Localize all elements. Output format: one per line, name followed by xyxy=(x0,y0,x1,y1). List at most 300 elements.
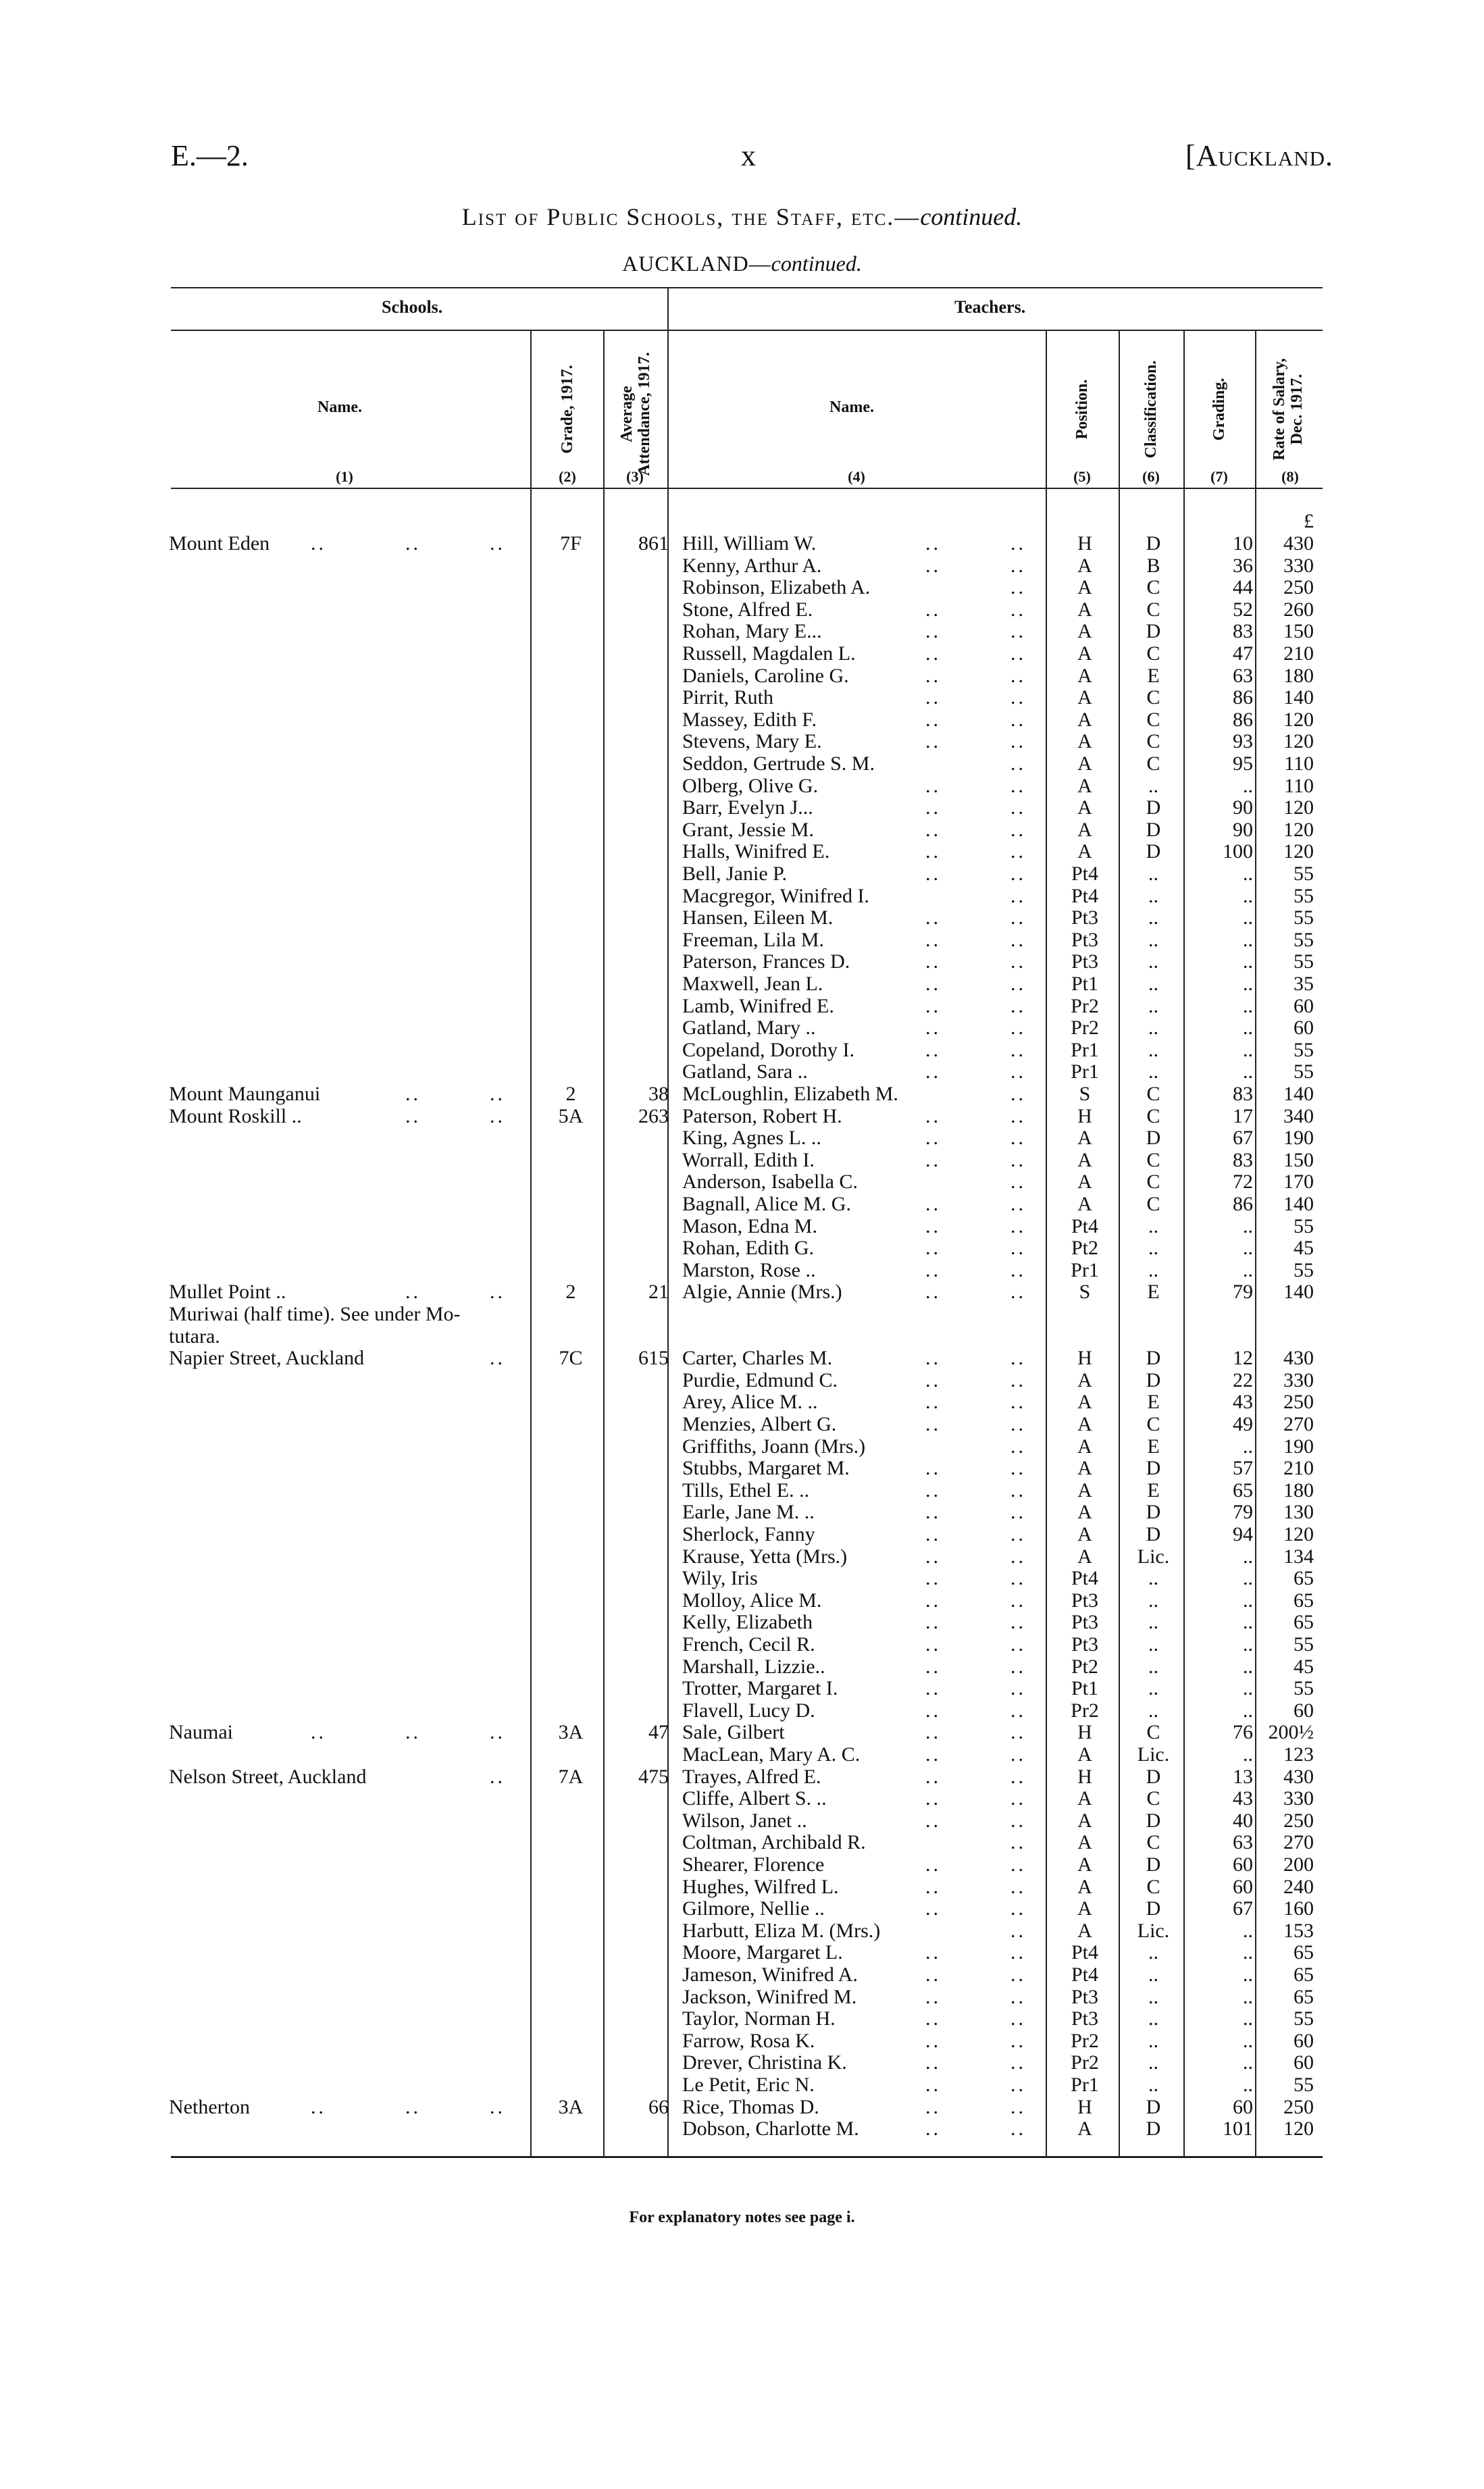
teacher-classification: C xyxy=(1146,1413,1160,1435)
table-row xyxy=(0,929,1484,951)
teacher-classification: E xyxy=(1147,664,1160,687)
teacher-name: Bell, Janie P. xyxy=(682,863,787,885)
teacher-position: A xyxy=(1077,1523,1092,1545)
leader-dots: .. xyxy=(925,1523,941,1545)
leader-dots: .. xyxy=(925,1127,941,1150)
teacher-classification: .. xyxy=(1148,774,1158,797)
teacher-grading: .. xyxy=(1243,2029,1253,2052)
teacher-classification: .. xyxy=(1148,950,1158,973)
leader-dots: .. xyxy=(1010,532,1026,555)
table-row xyxy=(0,950,1484,973)
leader-dots: .. xyxy=(1010,1281,1026,1304)
teacher-grading: 67 xyxy=(1233,1897,1253,1920)
teacher-classification: Lic. xyxy=(1137,1919,1170,1942)
teacher-grading: .. xyxy=(1243,1941,1253,1964)
col-num-8: (8) xyxy=(1281,468,1299,485)
group-rule-schools xyxy=(171,330,667,331)
leader-dots: .. xyxy=(925,1237,941,1260)
page-title xyxy=(0,203,1484,231)
teacher-position: H xyxy=(1077,1347,1092,1370)
leader-dots: .. xyxy=(1010,1479,1026,1502)
teacher-grading: 57 xyxy=(1233,1457,1253,1480)
leader-dots: .. xyxy=(405,1721,421,1744)
teacher-grading: 79 xyxy=(1233,1501,1253,1524)
teacher-classification: .. xyxy=(1148,1655,1158,1678)
teacher-name: Robinson, Elizabeth A. xyxy=(682,576,871,599)
teacher-name: Menzies, Albert G. xyxy=(682,1413,837,1435)
teacher-classification: C xyxy=(1146,642,1160,665)
leader-dots: .. xyxy=(1010,1765,1026,1788)
teacher-position: Pt4 xyxy=(1071,884,1099,907)
teacher-classification: C xyxy=(1146,708,1160,731)
teacher-classification: Lic. xyxy=(1137,1545,1170,1568)
teacher-position: A xyxy=(1077,1787,1092,1810)
teacher-salary: 120 xyxy=(1283,818,1314,841)
teacher-position: H xyxy=(1077,532,1092,555)
teacher-salary: 210 xyxy=(1283,1457,1314,1480)
teacher-grading: 94 xyxy=(1233,1523,1253,1545)
title-suffix: continued. xyxy=(920,203,1023,230)
teacher-name: Bagnall, Alice M. G. xyxy=(682,1193,851,1215)
table-row xyxy=(0,686,1484,709)
teacher-classification: D xyxy=(1146,1809,1161,1832)
school-grade: 7C xyxy=(559,1347,583,1370)
teacher-classification: C xyxy=(1146,1787,1160,1810)
teacher-grading: 83 xyxy=(1233,1083,1253,1105)
teacher-name: Kenny, Arthur A. xyxy=(682,554,822,577)
teacher-position: H xyxy=(1077,1721,1092,1744)
teacher-grading: .. xyxy=(1243,1060,1253,1083)
teacher-salary: 110 xyxy=(1284,774,1314,797)
table-row xyxy=(0,1479,1484,1502)
table-row xyxy=(0,1281,1484,1303)
col-num-6: (6) xyxy=(1142,468,1160,485)
teacher-name: Seddon, Gertrude S. M. xyxy=(682,752,875,775)
teacher-position: Pt4 xyxy=(1071,863,1099,885)
leader-dots: .. xyxy=(925,2007,941,2030)
teacher-grading: .. xyxy=(1243,1677,1253,1700)
teacher-salary: 120 xyxy=(1283,2118,1314,2140)
leader-dots: .. xyxy=(1010,1347,1026,1370)
teacher-classification: D xyxy=(1146,1897,1161,1920)
page-number: x xyxy=(741,139,756,172)
leader-dots: .. xyxy=(1010,664,1026,687)
subtitle-suffix: continued. xyxy=(771,251,862,276)
leader-dots: .. xyxy=(925,1258,941,1281)
teacher-classification: .. xyxy=(1148,1258,1158,1281)
teacher-position: A xyxy=(1077,774,1092,797)
leader-dots: .. xyxy=(1010,1964,1026,1986)
teacher-classification: D xyxy=(1146,1853,1161,1876)
teacher-salary: 110 xyxy=(1284,752,1314,775)
leader-dots: .. xyxy=(925,1545,941,1568)
leader-dots: .. xyxy=(1010,1104,1026,1127)
leader-dots: .. xyxy=(1010,1214,1026,1237)
teacher-grading: .. xyxy=(1243,1985,1253,2008)
table-row xyxy=(0,863,1484,885)
leader-dots: .. xyxy=(925,1391,941,1414)
teacher-classification: .. xyxy=(1148,884,1158,907)
table-row xyxy=(0,1017,1484,1039)
leader-dots: .. xyxy=(1010,1985,1026,2008)
leader-dots: .. xyxy=(1010,1171,1026,1194)
title-main: List of Public Schools, the Staff, etc.— xyxy=(461,203,921,230)
leader-dots: .. xyxy=(1010,2095,1026,2118)
col-num-1: (1) xyxy=(336,468,353,485)
table-row xyxy=(0,1523,1484,1545)
leader-dots: .. xyxy=(925,1941,941,1964)
teacher-salary: 55 xyxy=(1294,906,1314,929)
currency-symbol: £ xyxy=(1304,510,1314,532)
leader-dots: .. xyxy=(311,532,326,555)
teacher-salary: 190 xyxy=(1283,1435,1314,1458)
leader-dots: .. xyxy=(1010,1809,1026,1832)
teacher-position: A xyxy=(1077,1171,1092,1194)
leader-dots: .. xyxy=(490,2095,505,2118)
footnote: For explanatory notes see page i. xyxy=(629,2209,855,2226)
teacher-name: Rice, Thomas D. xyxy=(682,2095,819,2118)
teacher-name: Tills, Ethel E. .. xyxy=(682,1479,810,1502)
school-name: Mullet Point .. xyxy=(169,1281,286,1304)
leader-dots: .. xyxy=(311,1721,326,1744)
leader-dots: .. xyxy=(925,950,941,973)
teacher-salary: 210 xyxy=(1283,642,1314,665)
leader-dots: .. xyxy=(925,1347,941,1370)
teacher-classification: .. xyxy=(1148,1985,1158,2008)
teacher-grading: .. xyxy=(1243,2051,1253,2074)
table-row xyxy=(0,1083,1484,1105)
school-name: Nelson Street, Auckland xyxy=(169,1765,367,1788)
teacher-classification: .. xyxy=(1148,1237,1158,1260)
leader-dots: .. xyxy=(1010,1567,1026,1590)
teacher-salary: 35 xyxy=(1294,973,1314,995)
teacher-name: Hughes, Wilfred L. xyxy=(682,1875,839,1898)
teacher-name: Arey, Alice M. .. xyxy=(682,1391,818,1414)
table-row xyxy=(0,1567,1484,1589)
teacher-grading: .. xyxy=(1243,1964,1253,1986)
teacher-grading: 12 xyxy=(1233,1347,1253,1370)
leader-dots: .. xyxy=(925,1809,941,1832)
table-row xyxy=(0,1105,1484,1127)
leader-dots: .. xyxy=(925,1457,941,1480)
teacher-position: A xyxy=(1077,1413,1092,1435)
table-row xyxy=(0,1743,1484,1766)
header-bottom-rule xyxy=(171,488,1323,489)
teacher-salary: 140 xyxy=(1283,1281,1314,1304)
teacher-classification: .. xyxy=(1148,1038,1158,1061)
leader-dots: .. xyxy=(1010,1655,1026,1678)
table-row xyxy=(0,995,1484,1017)
teacher-classification: .. xyxy=(1148,1964,1158,1986)
teacher-position: Pr2 xyxy=(1071,994,1099,1017)
teacher-grading: 101 xyxy=(1223,2118,1253,2140)
teacher-grading: 100 xyxy=(1223,840,1253,863)
table-row xyxy=(0,1699,1484,1722)
table-row xyxy=(0,555,1484,577)
teacher-name: Anderson, Isabella C. xyxy=(682,1171,858,1194)
teacher-name: Coltman, Archibald R. xyxy=(682,1831,866,1854)
teacher-position: A xyxy=(1077,1193,1092,1215)
leader-dots: .. xyxy=(1010,884,1026,907)
leader-dots: .. xyxy=(925,1148,941,1171)
grade-header: Grade, 1917. xyxy=(559,365,576,454)
teacher-classification: B xyxy=(1146,554,1160,577)
teacher-position: A xyxy=(1077,708,1092,731)
teacher-salary: 340 xyxy=(1283,1104,1314,1127)
leader-dots: .. xyxy=(925,1193,941,1215)
average-attendance: 263 xyxy=(638,1104,669,1127)
teacher-position: Pr2 xyxy=(1071,1699,1099,1722)
leader-dots: .. xyxy=(1010,2029,1026,2052)
teacher-classification: C xyxy=(1146,1831,1160,1854)
teacher-name-header: Name. xyxy=(829,399,874,416)
teacher-grading: 43 xyxy=(1233,1787,1253,1810)
table-row xyxy=(0,1876,1484,1898)
teacher-classification: D xyxy=(1146,1501,1161,1524)
school-grade: 2 xyxy=(565,1083,576,1105)
leader-dots: .. xyxy=(925,1655,941,1678)
col-num-4: (4) xyxy=(848,468,865,485)
leader-dots: .. xyxy=(925,973,941,995)
teacher-position: A xyxy=(1077,1148,1092,1171)
leader-dots: .. xyxy=(925,532,941,555)
teacher-classification: D xyxy=(1146,1765,1161,1788)
classification-header: Classification. xyxy=(1142,360,1160,459)
teacher-name: Wily, Iris xyxy=(682,1567,758,1590)
teacher-position: A xyxy=(1077,818,1092,841)
teacher-salary: 240 xyxy=(1283,1875,1314,1898)
school-name: Muriwai (half time). See under Mo- xyxy=(169,1303,461,1325)
teacher-salary: 120 xyxy=(1283,840,1314,863)
teacher-grading: 44 xyxy=(1233,576,1253,599)
table-row xyxy=(0,1677,1484,1699)
teacher-grading: .. xyxy=(1243,1258,1253,1281)
table-row xyxy=(0,1721,1484,1743)
leader-dots: .. xyxy=(925,598,941,621)
teacher-name: Jameson, Winifred A. xyxy=(682,1964,858,1986)
leader-dots: .. xyxy=(1010,994,1026,1017)
leader-dots: .. xyxy=(1010,1831,1026,1854)
leader-dots: .. xyxy=(1010,576,1026,599)
teacher-position: A xyxy=(1077,796,1092,819)
page-code: E.—2. xyxy=(171,139,249,172)
teacher-name: Carter, Charles M. xyxy=(682,1347,833,1370)
leader-dots: .. xyxy=(490,1765,505,1788)
teacher-salary: 160 xyxy=(1283,1897,1314,1920)
currency-row xyxy=(0,510,1484,532)
leader-dots: .. xyxy=(925,1413,941,1435)
leader-dots: .. xyxy=(925,906,941,929)
leader-dots: .. xyxy=(1010,796,1026,819)
teacher-salary: 120 xyxy=(1283,796,1314,819)
teacher-salary: 270 xyxy=(1283,1831,1314,1854)
teacher-position: Pt3 xyxy=(1071,1589,1099,1612)
teacher-salary: 45 xyxy=(1294,1237,1314,1260)
teacher-name: Halls, Winifred E. xyxy=(682,840,830,863)
table-row xyxy=(0,1171,1484,1193)
teacher-classification: C xyxy=(1146,1875,1160,1898)
teacher-name: Purdie, Edmund C. xyxy=(682,1368,838,1391)
teacher-position: Pr1 xyxy=(1071,1060,1099,1083)
average-attendance: 861 xyxy=(638,532,669,555)
teacher-position: A xyxy=(1077,2118,1092,2140)
teacher-grading: 49 xyxy=(1233,1413,1253,1435)
leader-dots: .. xyxy=(925,1964,941,1986)
leader-dots: .. xyxy=(1010,2007,1026,2030)
teacher-name: Dobson, Charlotte M. xyxy=(682,2118,859,2140)
leader-dots: .. xyxy=(925,1985,941,2008)
leader-dots: .. xyxy=(1010,1391,1026,1414)
teacher-position: A xyxy=(1077,1457,1092,1480)
leader-dots: .. xyxy=(1010,1853,1026,1876)
leader-dots: .. xyxy=(1010,730,1026,753)
teacher-classification: C xyxy=(1146,1193,1160,1215)
table-row xyxy=(0,1633,1484,1656)
table-row xyxy=(0,2030,1484,2052)
table-row xyxy=(0,598,1484,621)
table-row xyxy=(0,973,1484,995)
teacher-grading: .. xyxy=(1243,1743,1253,1766)
table-row xyxy=(0,1127,1484,1149)
teacher-classification: D xyxy=(1146,840,1161,863)
leader-dots: .. xyxy=(925,686,941,709)
teacher-position: Pt1 xyxy=(1071,1677,1099,1700)
leader-dots: .. xyxy=(1010,686,1026,709)
school-grade: 3A xyxy=(558,2095,584,2118)
teacher-grading: 67 xyxy=(1233,1127,1253,1150)
leader-dots: .. xyxy=(1010,1721,1026,1744)
teacher-position: S xyxy=(1079,1281,1091,1304)
teacher-grading: 47 xyxy=(1233,642,1253,665)
teacher-name: Lamb, Winifred E. xyxy=(682,994,834,1017)
leader-dots: .. xyxy=(925,1038,941,1061)
leader-dots: .. xyxy=(405,1083,421,1105)
leader-dots: .. xyxy=(1010,642,1026,665)
teacher-classification: .. xyxy=(1148,994,1158,1017)
salary-header: Rate of Salary, Dec. 1917. xyxy=(1271,358,1306,461)
teacher-classification: .. xyxy=(1148,1589,1158,1612)
teacher-position: A xyxy=(1077,1545,1092,1568)
leader-dots: .. xyxy=(490,1347,505,1370)
leader-dots: .. xyxy=(405,2095,421,2118)
school-name: Naumai xyxy=(169,1721,233,1744)
leader-dots: .. xyxy=(1010,818,1026,841)
teacher-classification: D xyxy=(1146,2118,1161,2140)
teacher-grading: 36 xyxy=(1233,554,1253,577)
teacher-salary: 170 xyxy=(1283,1171,1314,1194)
teacher-classification: D xyxy=(1146,1523,1161,1545)
teacher-name: Rohan, Mary E... xyxy=(682,620,822,643)
teacher-position: A xyxy=(1077,1743,1092,1766)
leader-dots: .. xyxy=(405,1104,421,1127)
teacher-name: Gatland, Sara .. xyxy=(682,1060,808,1083)
teacher-position: A xyxy=(1077,752,1092,775)
teacher-salary: 123 xyxy=(1283,1743,1314,1766)
table-row xyxy=(0,1810,1484,1832)
school-grade: 7A xyxy=(558,1765,584,1788)
table-row xyxy=(0,775,1484,797)
teacher-salary: 200 xyxy=(1283,1853,1314,1876)
teacher-grading: 90 xyxy=(1233,818,1253,841)
teacher-grading: 60 xyxy=(1233,1853,1253,1876)
teacher-name: Rohan, Edith G. xyxy=(682,1237,814,1260)
top-rule xyxy=(171,287,1323,288)
teacher-salary: 60 xyxy=(1294,1699,1314,1722)
teacher-name: Shearer, Florence xyxy=(682,1853,825,1876)
teacher-name: Harbutt, Eliza M. (Mrs.) xyxy=(682,1919,881,1942)
teacher-position: A xyxy=(1077,1853,1092,1876)
table-row xyxy=(0,840,1484,863)
leader-dots: .. xyxy=(1010,1060,1026,1083)
average-attendance: 615 xyxy=(638,1347,669,1370)
teacher-salary: 180 xyxy=(1283,1479,1314,1502)
table-row xyxy=(0,1039,1484,1061)
teacher-salary: 150 xyxy=(1283,1148,1314,1171)
teacher-classification: D xyxy=(1146,1127,1161,1150)
leader-dots: .. xyxy=(405,532,421,555)
leader-dots: .. xyxy=(925,642,941,665)
teacher-salary: 270 xyxy=(1283,1413,1314,1435)
teacher-name: McLoughlin, Elizabeth M. xyxy=(682,1083,898,1105)
leader-dots: .. xyxy=(925,1677,941,1700)
teacher-salary: 55 xyxy=(1294,863,1314,885)
teacher-salary: 55 xyxy=(1294,1677,1314,1700)
leader-dots: .. xyxy=(925,1765,941,1788)
teacher-salary: 65 xyxy=(1294,1567,1314,1590)
teacher-position: Pt3 xyxy=(1071,1985,1099,2008)
teacher-salary: 140 xyxy=(1283,1083,1314,1105)
teacher-classification: .. xyxy=(1148,2029,1158,2052)
table-row xyxy=(0,1766,1484,1788)
teacher-classification: E xyxy=(1147,1435,1160,1458)
teacher-classification: C xyxy=(1146,1148,1160,1171)
leader-dots: .. xyxy=(490,1104,505,1127)
leader-dots: .. xyxy=(1010,620,1026,643)
table-row xyxy=(0,1545,1484,1568)
teacher-classification: .. xyxy=(1148,2051,1158,2074)
leader-dots: .. xyxy=(1010,928,1026,951)
teacher-salary: 250 xyxy=(1283,2095,1314,2118)
teacher-grading: .. xyxy=(1243,1214,1253,1237)
teacher-position: A xyxy=(1077,554,1092,577)
leader-dots: .. xyxy=(1010,1523,1026,1545)
teacher-position: A xyxy=(1077,1897,1092,1920)
teacher-grading: .. xyxy=(1243,1038,1253,1061)
leader-dots: .. xyxy=(925,1633,941,1656)
teacher-classification: .. xyxy=(1148,973,1158,995)
table-row xyxy=(0,532,1484,555)
teacher-salary: 65 xyxy=(1294,1941,1314,1964)
teacher-salary: 330 xyxy=(1283,554,1314,577)
teacher-grading: .. xyxy=(1243,2074,1253,2096)
school-name: Mount Maunganui xyxy=(169,1083,321,1105)
table-row xyxy=(0,620,1484,642)
leader-dots: .. xyxy=(1010,1919,1026,1942)
teacher-classification: D xyxy=(1146,818,1161,841)
teacher-grading: .. xyxy=(1243,1435,1253,1458)
teacher-position: A xyxy=(1077,730,1092,753)
teacher-classification: .. xyxy=(1148,2007,1158,2030)
teacher-salary: 250 xyxy=(1283,576,1314,599)
teacher-position: A xyxy=(1077,1875,1092,1898)
teacher-position: Pt3 xyxy=(1071,950,1099,973)
teacher-salary: 65 xyxy=(1294,1611,1314,1634)
teacher-classification: D xyxy=(1146,796,1161,819)
teacher-salary: 140 xyxy=(1283,1193,1314,1215)
teacher-name: Farrow, Rosa K. xyxy=(682,2029,815,2052)
table-row xyxy=(0,1347,1484,1369)
leader-dots: .. xyxy=(1010,1743,1026,1766)
